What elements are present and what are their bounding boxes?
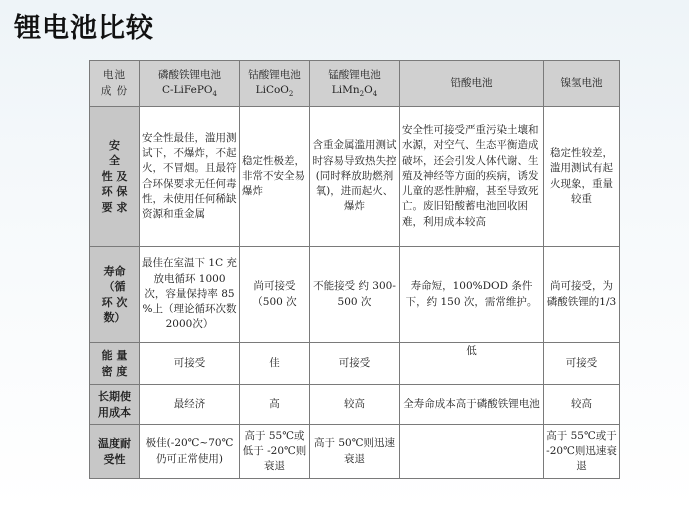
col-header-lifepo4: 磷酸铁锂电池 C-LiFePO$_4$ [140, 61, 240, 107]
row-header-long-term-cost: 长期使 用成本 [90, 385, 140, 425]
cell-density-lifepo4: 可接受 [140, 343, 240, 385]
cell-life-limn2o4: 不能接受 约 300-500 次 [310, 247, 400, 343]
table-row-safety [90, 107, 620, 247]
col-header-nimh: 镍氢电池 [544, 61, 620, 107]
cell-temp-nimh: 高于 55℃或于 -20℃则迅速衰退 [544, 425, 620, 479]
table-row-energy-density [90, 343, 620, 385]
col-header-limn2o4: 锰酸锂电池 $LiMn_2O_4$ [310, 61, 400, 107]
table-row-temperature [90, 425, 620, 479]
cell-life-lead-acid: 寿命短，100%DOD 条件下，约 150 次，需常维护。 [400, 247, 544, 343]
table-row-long-term-cost [90, 385, 620, 425]
col-header-lead-acid: 铅酸电池 [400, 61, 544, 107]
comparison-table-container [89, 60, 619, 478]
cell-density-licoo2: 佳 [240, 343, 310, 385]
cell-safety-licoo2: 稳定性极差，非常不安全易爆炸 [240, 107, 310, 247]
cell-cost-limn2o4: 较高 [310, 385, 400, 425]
cell-life-licoo2: 尚可接受（500 次 [240, 247, 310, 343]
cell-temp-lead-acid [400, 425, 544, 479]
col-header-licoo2: 钴酸锂电池 LiCoO$_2$ [240, 61, 310, 107]
cell-temp-lifepo4: 极佳(-20℃~70℃仍可正常使用) [140, 425, 240, 479]
cell-temp-licoo2: 高于 55℃或低于 -20℃则衰退 [240, 425, 310, 479]
corner-header: 电池 成 份 [90, 61, 140, 107]
cell-density-limn2o4: 可接受 [310, 343, 400, 385]
page-title: 锂电池比较 [14, 13, 154, 44]
row-header-temperature: 温度耐 受性 [90, 425, 140, 479]
cell-life-nimh: 尚可接受，为磷酸铁锂的1/3 [544, 247, 620, 343]
cell-life-lifepo4: 最佳在室温下 1C 充放电循环 1000 次，容量保持率 85 %上（理论循环次数2000次） [140, 247, 240, 343]
row-header-energy-density: 能 量 密 度 [90, 343, 140, 385]
row-header-safety: 安 全 性 及 环 保 要 求 [90, 107, 140, 247]
cell-temp-limn2o4: 高于 50℃则迅速衰退 [310, 425, 400, 479]
cell-density-nimh: 可接受 [544, 343, 620, 385]
cell-cost-nimh: 较高 [544, 385, 620, 425]
cell-safety-lifepo4: 安全性最佳，滥用测试下，不爆炸，不起火，不冒烟。且最符合环保要求无任何毒性，未使用任何稀缺资源和重金属 [140, 107, 240, 247]
cell-safety-limn2o4: 含重金属滥用测试时容易导致热失控(同时释放助燃剂氧)，进而起火、爆炸 [310, 107, 400, 247]
row-header-cycle-life: 寿命 （循 环 次 数） [90, 247, 140, 343]
cell-safety-nimh: 稳定性较差，滥用测试有起火现象，重量较重 [544, 107, 620, 247]
table-row-cycle-life [90, 247, 620, 343]
cell-cost-lifepo4: 最经济 [140, 385, 240, 425]
header-row [90, 61, 620, 107]
cell-cost-lead-acid: 全寿命成本高于磷酸铁锂电池 [400, 385, 544, 425]
comparison-table [89, 60, 620, 479]
cell-cost-licoo2: 高 [240, 385, 310, 425]
cell-safety-lead-acid: 安全性可接受严重污染土壤和水源，对空气、生态平衡造成破坏，还会引发人体代谢、生殖及神经等方面的疾病，诱发儿童的恶性肿瘤，甚至导致死亡。废旧铅酸蓄电池回收困难，利用成本较高 [400, 107, 544, 247]
cell-density-lead-acid: 低 [400, 343, 544, 385]
